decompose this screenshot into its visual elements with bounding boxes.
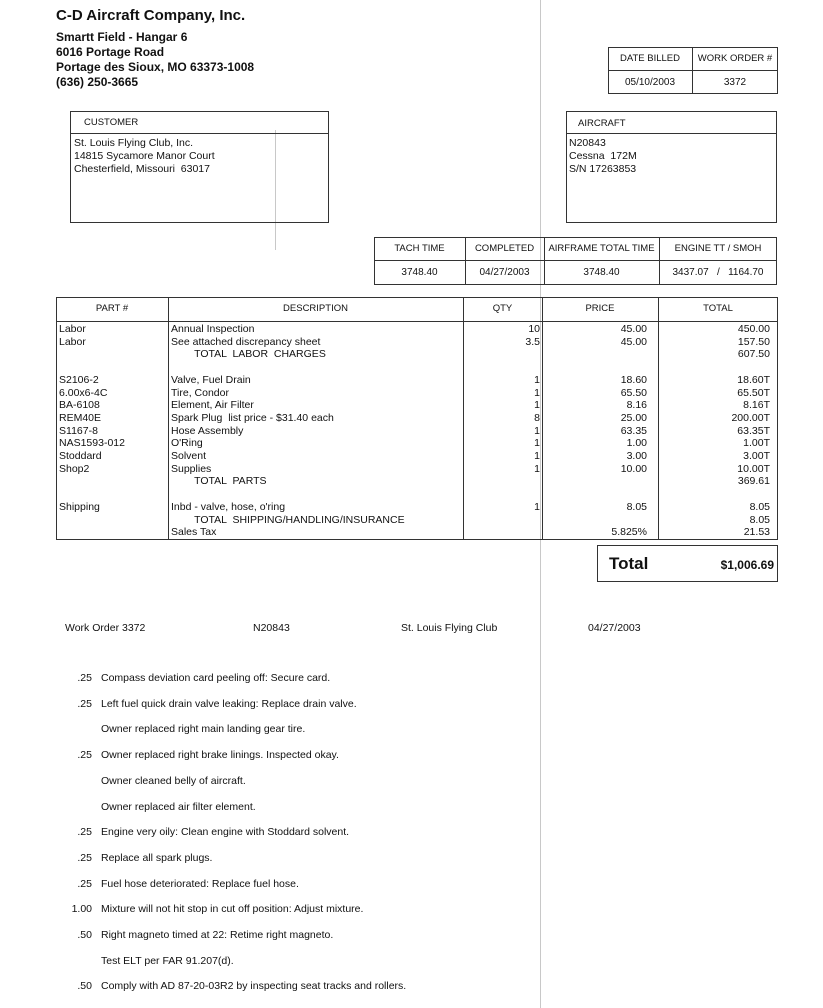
price-cell: 8.05 (626, 500, 647, 513)
completed-value: 04/27/2003 (479, 267, 530, 278)
qty-cell: 1 (534, 450, 540, 462)
total-cell: 8.05 (749, 500, 770, 513)
discrepancy-item: Test ELT per FAR 91.207(d). (101, 954, 234, 967)
price-cell: 45.00 (620, 335, 647, 348)
price-cell: 65.50 (620, 386, 647, 399)
total-cell: 65.50T (737, 386, 770, 399)
total-cell: 21.53 (743, 526, 770, 539)
work-order-label: WORK ORDER # (697, 53, 773, 64)
description-cell: TOTAL PARTS (171, 475, 267, 488)
qty-cell: 10 (528, 323, 540, 335)
part-number-cell: Labor (59, 323, 86, 335)
description-cell: Valve, Fuel Drain (171, 373, 251, 386)
discrepancy-item: Right magneto timed at 22: Retime right magneto. (101, 929, 334, 941)
customer-city: Chesterfield, Missouri 63017 (74, 163, 210, 175)
discrepancy-item: Owner cleaned belly of aircraft. (101, 774, 246, 787)
discrepancy-hours: 1.00 (71, 903, 92, 916)
company-name: C-D Aircraft Company, Inc. (56, 7, 246, 24)
price-cell: 18.60 (620, 373, 647, 386)
part-number-cell: Labor (59, 335, 86, 348)
company-address-line: Smartt Field - Hangar 6 (56, 30, 188, 44)
date-billed-label: DATE BILLED (619, 53, 680, 64)
airframe-total-time-value: 3748.40 (583, 267, 620, 278)
aircraft-label: AIRCRAFT (578, 118, 626, 129)
description-cell: Supplies (171, 462, 212, 475)
discrepancy-work-order: Work Order 3372 (65, 622, 146, 634)
total-header: TOTAL (703, 303, 733, 314)
total-cell: 1.00T (743, 437, 770, 450)
customer-name: St. Louis Flying Club, Inc. (74, 137, 194, 149)
tach-time-label: TACH TIME (394, 243, 445, 254)
qty-cell: 1 (534, 437, 540, 450)
qty-cell: 8 (534, 411, 540, 424)
part-number-cell: BA-6108 (59, 399, 100, 412)
qty-cell: 1 (534, 462, 540, 475)
discrepancy-item: Owner replaced right main landing gear tire. (101, 723, 306, 736)
customer-label: CUSTOMER (84, 117, 139, 128)
discrepancy-hours: .50 (77, 980, 92, 993)
discrepancy-item: Owner replaced right brake linings. Inspected okay. (101, 749, 339, 762)
aircraft-registration: N20843 (569, 137, 606, 149)
discrepancy-hours: .25 (77, 826, 92, 839)
discrepancy-item: Owner replaced air filter element. (101, 800, 256, 813)
price-cell: 1.00 (626, 437, 647, 450)
tach-time-value: 3748.40 (401, 267, 438, 278)
part-number-cell: NAS1593-012 (59, 437, 125, 450)
description-cell: TOTAL SHIPPING/HANDLING/INSURANCE (171, 513, 405, 526)
description-cell: Inbd - valve, hose, o'ring (171, 500, 286, 513)
company-address-line: 6016 Portage Road (56, 45, 165, 59)
work-order-value: 3372 (723, 77, 747, 88)
discrepancy-item: Fuel hose deteriorated: Replace fuel hose. (101, 877, 299, 890)
part-number-cell: Stoddard (59, 450, 102, 462)
discrepancy-hours: .25 (77, 749, 92, 762)
discrepancy-item: Engine very oily: Clean engine with Stoddard solvent. (101, 826, 350, 839)
total-cell: 8.05 (749, 513, 770, 526)
grand-total-label: Total (609, 554, 649, 573)
discrepancy-item: Comply with AD 87-20-03R2 by inspecting seat tracks and rollers. (101, 980, 407, 993)
company-phone: (636) 250-3665 (56, 75, 139, 89)
total-cell: 63.35T (737, 424, 770, 437)
company-address-line: Portage des Sioux, MO 63373-1008 (56, 60, 255, 74)
price-cell: 8.16 (626, 399, 647, 412)
qty-cell: 1 (534, 500, 540, 513)
price-cell: 3.00 (626, 450, 647, 462)
price-cell: 45.00 (620, 323, 647, 335)
qty-cell: 1 (534, 399, 540, 412)
price-header: PRICE (585, 303, 615, 314)
total-cell: 200.00T (731, 411, 770, 424)
discrepancy-hours: .50 (77, 929, 92, 941)
discrepancy-hours: .25 (77, 851, 92, 864)
discrepancy-hours: .25 (77, 877, 92, 890)
date-billed-value: 05/10/2003 (624, 77, 676, 88)
description-cell: O'Ring (171, 437, 203, 450)
description-header: DESCRIPTION (283, 303, 348, 314)
description-cell: Element, Air Filter (171, 399, 254, 412)
part-number-cell: S2106-2 (59, 373, 99, 386)
engine-tt-smoh-label: ENGINE TT / SMOH (674, 243, 762, 254)
qty-cell: 1 (534, 373, 540, 386)
total-cell: 607.50 (737, 348, 770, 361)
description-cell: TOTAL LABOR CHARGES (171, 348, 326, 361)
aircraft-model: Cessna 172M (569, 150, 637, 162)
discrepancy-hours: .25 (77, 697, 92, 710)
description-cell: See attached discrepancy sheet (171, 335, 321, 348)
completed-label: COMPLETED (474, 243, 535, 254)
discrepancy-registration: N20843 (253, 622, 290, 634)
discrepancy-item: Replace all spark plugs. (101, 851, 213, 864)
part-number-cell: Shipping (59, 500, 100, 513)
discrepancy-hours: .25 (77, 672, 92, 684)
description-cell: Tire, Condor (171, 386, 229, 399)
description-cell: Solvent (171, 450, 207, 462)
description-cell: Annual Inspection (171, 323, 255, 335)
total-cell: 18.60T (737, 373, 770, 386)
price-cell: 63.35 (620, 424, 647, 437)
part-number-header: PART # (95, 303, 129, 314)
qty-header: QTY (492, 303, 513, 314)
aircraft-serial: S/N 17263853 (569, 163, 637, 175)
total-cell: 8.16T (743, 399, 770, 412)
discrepancy-item: Left fuel quick drain valve leaking: Replace drain valve. (101, 697, 357, 710)
part-number-cell: Shop2 (59, 462, 90, 475)
discrepancy-item: Mixture will not hit stop in cut off position: Adjust mixture. (101, 903, 364, 916)
total-cell: 157.50 (737, 335, 770, 348)
part-number-cell: 6.00x6-4C (59, 386, 108, 399)
airframe-total-time-label: AIRFRAME TOTAL TIME (548, 243, 655, 254)
engine-tt-smoh-value: 3437.07 / 1164.70 (672, 267, 764, 278)
total-cell: 3.00T (743, 450, 770, 462)
description-cell: Hose Assembly (171, 424, 244, 437)
price-cell: 25.00 (620, 411, 647, 424)
total-cell: 10.00T (737, 462, 770, 475)
discrepancy-date: 04/27/2003 (588, 622, 641, 634)
price-cell: 10.00 (620, 462, 647, 475)
description-cell: Spark Plug list price - $31.40 each (171, 411, 334, 424)
discrepancy-item: Compass deviation card peeling off: Secure card. (101, 672, 331, 684)
grand-total-value: $1,006.69 (720, 558, 774, 572)
qty-cell: 1 (534, 424, 540, 437)
part-number-cell: REM40E (59, 411, 102, 424)
customer-street: 14815 Sycamore Manor Court (74, 150, 215, 162)
part-number-cell: S1167-8 (59, 424, 98, 437)
qty-cell: 1 (534, 386, 540, 399)
price-cell: 5.825% (611, 526, 647, 539)
qty-cell: 3.5 (525, 335, 540, 348)
discrepancy-customer: St. Louis Flying Club (401, 622, 498, 634)
total-cell: 369.61 (737, 475, 770, 488)
total-cell: 450.00 (737, 323, 770, 335)
description-cell: Sales Tax (171, 526, 217, 539)
